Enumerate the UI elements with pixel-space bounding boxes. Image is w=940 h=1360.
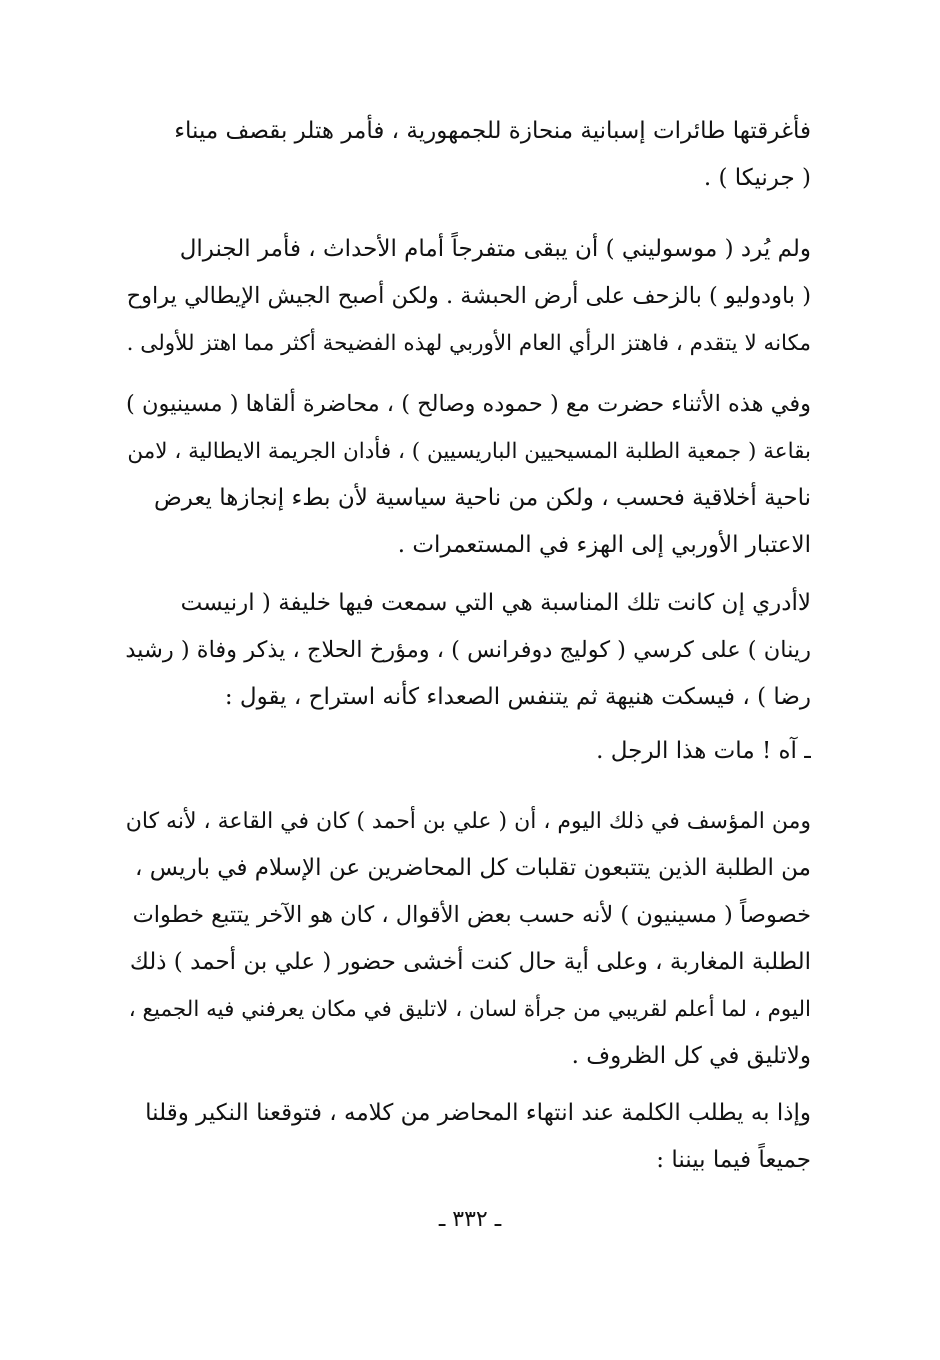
text-line: مكانه لا يتقدم ، فاهتز الرأي العام الأوربي لهذه الفضيحة أكثر مما اهتز للأولى . <box>126 331 811 356</box>
text-line: وإذا به يطلب الكلمة عند انتهاء المحاضر من كلامه ، فتوقعنا النكير وقلنا <box>145 1100 811 1126</box>
text-line: فأغرقتها طائرات إسبانية منحازة للجمهورية ، فأمر هتلر بقصف ميناء <box>174 118 811 144</box>
text-line: اليوم ، لما أعلم لقريبي من جرأة لسان ، لاتليق في مكان يعرفني فيه الجميع ، <box>128 997 811 1022</box>
text-line: ولاتليق في كل الظروف . <box>571 1043 811 1069</box>
text-line: الطلبة المغاربة ، وعلى أية حال كنت أخشى حضور ( علي بن أحمد ) ذلك <box>129 949 811 975</box>
text-line: رضا ) ، فيسكت هنيهة ثم يتنفس الصعداء كأنه استراح ، يقول : <box>224 684 811 710</box>
text-line: ومن المؤسف في ذلك اليوم ، أن ( علي بن أحمد ) كان في القاعة ، لأنه كان <box>125 809 811 834</box>
text-line: الاعتبار الأوربي إلى الهزء في المستعمرات . <box>397 532 811 558</box>
paragraph-4 <box>125 580 811 721</box>
paragraph-7 <box>125 1090 811 1184</box>
text-line: ـ آه ! مات هذا الرجل . <box>596 738 811 764</box>
text-line: من الطلبة الذين يتتبعون تقلبات كل المحاضرين عن الإسلام في باريس ، <box>135 855 811 881</box>
paragraph-5 <box>125 728 811 775</box>
text-line: ( جرنيكا ) . <box>703 165 811 191</box>
paragraph-2 <box>125 226 811 367</box>
text-line: ولم يُرد ( موسوليني ) أن يبقى متفرجاً أمام الأحداث ، فأمر الجنرال <box>179 236 811 262</box>
paragraph-3 <box>125 381 811 569</box>
text-line: ناحية أخلاقية فحسب ، ولكن من ناحية سياسية لأن بطء إنجازها يعرض <box>153 485 811 511</box>
page-number: ـ ٣٣٢ ـ <box>438 1207 502 1232</box>
text-line: خصوصاً ( مسينيون ) لأنه حسب بعض الأقوال ، كان هو الآخر يتتبع خطوات <box>132 902 811 928</box>
text-line: ( باودوليو ) بالزحف على أرض الحبشة . ولكن أصبح الجيش الإيطالي يراوح <box>126 283 811 309</box>
text-line: بقاعة ( جمعية الطلبة المسيحيين الباريسيين ) ، فأدان الجريمة الايطالية ، لامن <box>127 439 811 464</box>
paragraph-6 <box>125 798 811 1080</box>
text-line: وفي هذه الأثناء حضرت مع ( حموده وصالح ) ، محاضرة ألقاها ( مسينيون ) <box>126 391 811 417</box>
text-line: جميعاً فيما بيننا : <box>656 1147 811 1173</box>
paragraph-1 <box>125 108 811 202</box>
text-line: رينان ) على كرسي ( كوليج دوفرانس ) ، ومؤرخ الحلاج ، يذكر وفاة ( رشيد <box>125 637 811 663</box>
text-line: لاأدري إن كانت تلك المناسبة هي التي سمعت فيها خليفة ( ارنيست <box>180 590 811 616</box>
